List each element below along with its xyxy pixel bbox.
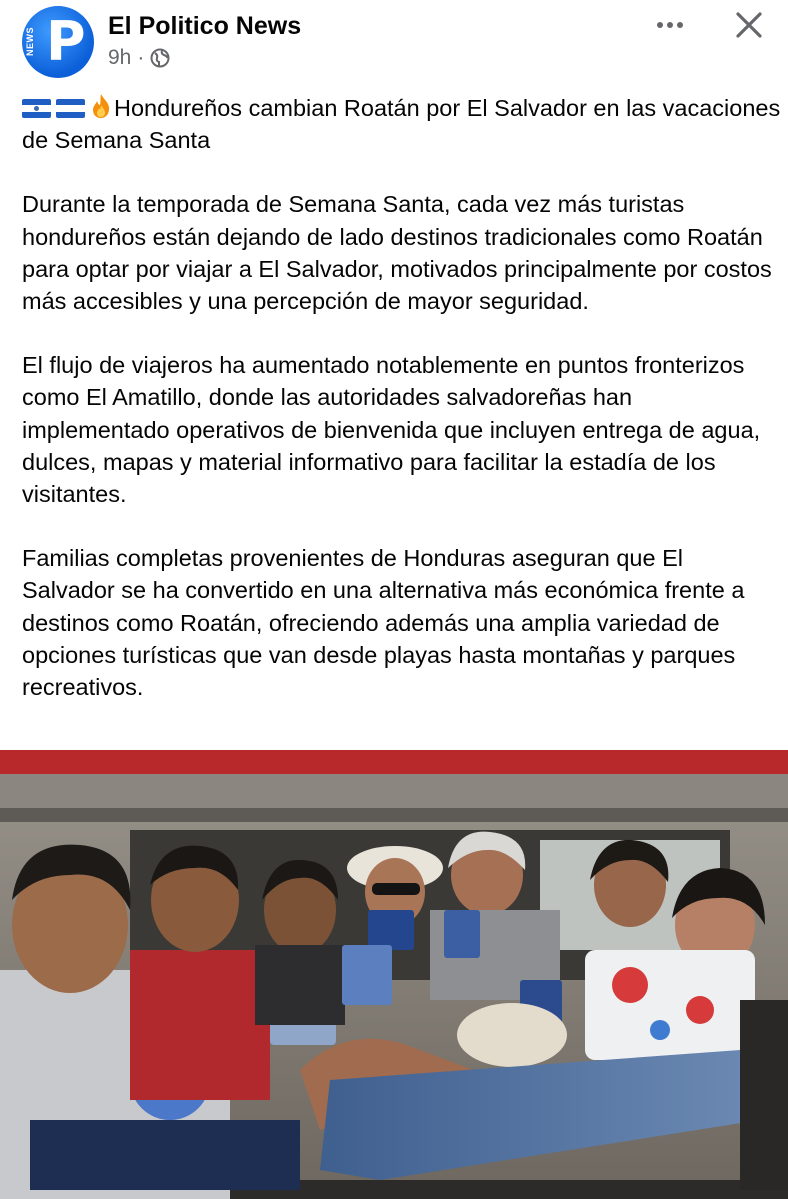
close-icon[interactable] [732, 8, 766, 42]
page-name-link[interactable]: El Politico News [108, 12, 302, 40]
fire-icon [90, 93, 112, 119]
post-title-line [22, 92, 782, 156]
family-in-truck-photo [0, 750, 788, 1199]
avatar-news-text: NEWS [25, 27, 35, 56]
honduras-flag-icon [56, 99, 85, 118]
post-photo[interactable] [0, 750, 788, 1199]
post-time[interactable]: 9h [108, 46, 132, 69]
post-meta [108, 46, 170, 70]
post-paragraph-2: El flujo de viajeros ha aumentado notablemente en puntos fronterizos como El Amatillo, donde las autoridades salvadoreñas han implementado operativos de bienvenida que incluyen entrega de agua, dulces, mapas y material informativo para facilitar la estadía de los visitantes. [22, 352, 761, 508]
post-paragraph-1: Durante la temporada de Semana Santa, cada vez más turistas hondureños están dejando de lado destinos tradicionales como Roatán para optar por viajar a El Salvador, motivados principalmente por costos más accesibles y una percepción de mayor seguridad. [22, 191, 772, 315]
globe-icon [150, 48, 170, 68]
avatar-letter: P [46, 10, 86, 73]
post-header [0, 0, 788, 80]
el-salvador-flag-icon [22, 99, 51, 118]
meta-separator: · [137, 46, 145, 69]
post-title: Hondureños cambian Roatán por El Salvador en las vacaciones de Semana Santa [22, 95, 781, 154]
more-options-icon[interactable] [650, 10, 690, 40]
post-paragraph-3: Familias completas provenientes de Honduras aseguran que El Salvador se ha convertido en una alternativa más económica frente a destinos como Roatán, ofreciendo además una amplia variedad de opciones turísticas que van desde playas hasta montañas y parques recreativos. [22, 545, 745, 701]
post-body [22, 92, 782, 735]
page-avatar[interactable] [22, 6, 94, 78]
